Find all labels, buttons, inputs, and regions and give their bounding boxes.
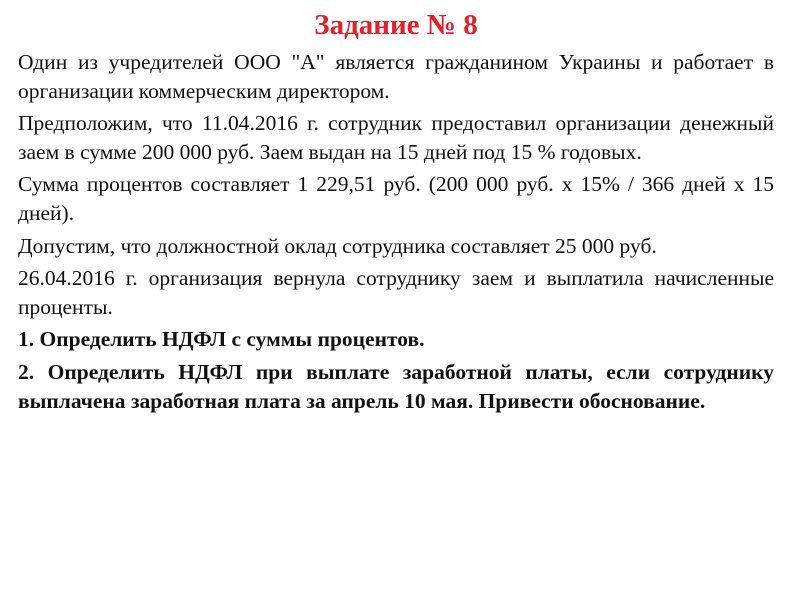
paragraph-loan: Предположим, что 11.04.2016 г. сотрудник предоставил организации денежный заем в сумме 200 000 руб. Заем выдан на 15 дней под 15 % годовых. bbox=[18, 111, 774, 164]
paragraph-founder: Один из учредителей ООО "А" является гражданином Украины и работает в организации коммерческим директором. bbox=[18, 50, 774, 103]
paragraph-salary: Допустим, что должностной оклад сотрудника составляет 25 000 руб. bbox=[18, 233, 657, 258]
slide-title: Задание № 8 bbox=[314, 9, 478, 41]
question-2: 2. Определить НДФЛ при выплате заработной платы, если сотруднику выплачена заработная плата за апрель 10 мая. Привести обоснование. bbox=[18, 359, 774, 413]
paragraph-interest: Сумма процентов составляет 1 229,51 руб. (200 000 руб. х 15% / 366 дней х 15 дней). bbox=[18, 172, 774, 225]
paragraph-repayment: 26.04.2016 г. организация вернула сотруднику заем и выплатила начисленные проценты. bbox=[18, 266, 774, 319]
task-text bbox=[18, 48, 774, 415]
question-1: 1. Определить НДФЛ с суммы процентов. bbox=[18, 327, 425, 352]
